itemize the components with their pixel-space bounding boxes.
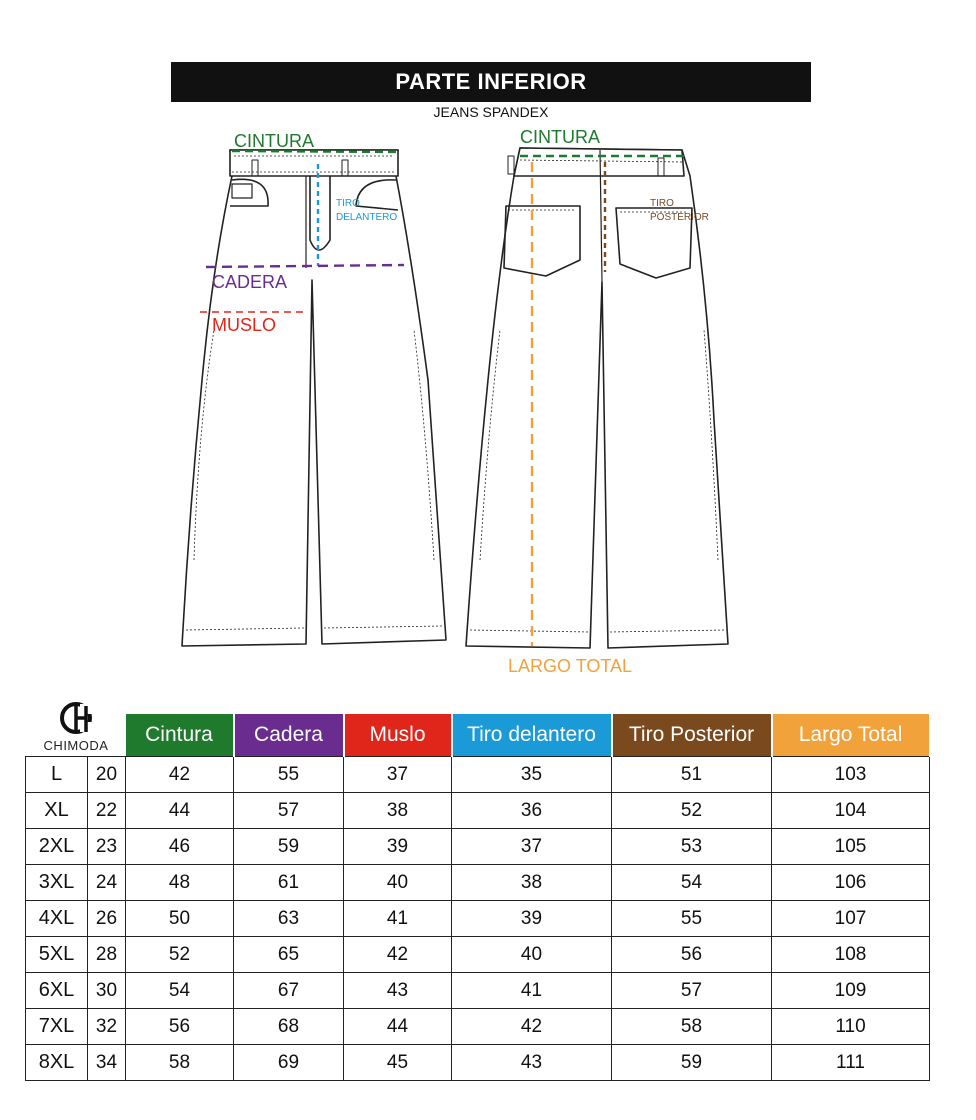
- size-cell: 3XL: [26, 865, 88, 901]
- value-cell: 105: [772, 829, 930, 865]
- value-cell: 40: [452, 937, 612, 973]
- value-cell: 104: [772, 793, 930, 829]
- value-cell: 36: [452, 793, 612, 829]
- table-row: [26, 829, 930, 865]
- value-cell: 42: [452, 1009, 612, 1045]
- value-cell: 59: [612, 1045, 772, 1081]
- label-front-tiro-1: TIRO: [336, 198, 360, 209]
- value-cell: 53: [612, 829, 772, 865]
- value-cell: 103: [772, 757, 930, 793]
- table-row: [26, 973, 930, 1009]
- label-back-tiro-1: TIRO: [650, 198, 674, 209]
- header-muslo: Muslo: [344, 714, 452, 757]
- value-cell: 50: [126, 901, 234, 937]
- number-cell: 26: [88, 901, 126, 937]
- value-cell: 54: [126, 973, 234, 1009]
- value-cell: 52: [612, 793, 772, 829]
- value-cell: 63: [234, 901, 344, 937]
- value-cell: 43: [344, 973, 452, 1009]
- value-cell: 44: [126, 793, 234, 829]
- value-cell: 37: [452, 829, 612, 865]
- value-cell: 38: [452, 865, 612, 901]
- value-cell: 46: [126, 829, 234, 865]
- table-header-row: [26, 714, 930, 757]
- number-cell: 34: [88, 1045, 126, 1081]
- value-cell: 56: [612, 937, 772, 973]
- table-row: [26, 937, 930, 973]
- size-cell: XL: [26, 793, 88, 829]
- header-largo-total: Largo Total: [772, 714, 930, 757]
- number-cell: 22: [88, 793, 126, 829]
- front-view-drawing: [182, 150, 446, 646]
- size-cell: 7XL: [26, 1009, 88, 1045]
- value-cell: 35: [452, 757, 612, 793]
- value-cell: 41: [344, 901, 452, 937]
- header-blank-size: [26, 714, 88, 757]
- value-cell: 108: [772, 937, 930, 973]
- value-cell: 65: [234, 937, 344, 973]
- value-cell: 57: [234, 793, 344, 829]
- table-row: [26, 901, 930, 937]
- header-cintura: Cintura: [126, 714, 234, 757]
- table-row: [26, 1009, 930, 1045]
- value-cell: 40: [344, 865, 452, 901]
- size-table: [25, 714, 931, 1081]
- size-cell: 8XL: [26, 1045, 88, 1081]
- value-cell: 58: [126, 1045, 234, 1081]
- value-cell: 68: [234, 1009, 344, 1045]
- number-cell: 32: [88, 1009, 126, 1045]
- value-cell: 42: [344, 937, 452, 973]
- label-back-tiro-2: POSTERIOR: [650, 212, 709, 223]
- header-tiro-posterior: Tiro Posterior: [612, 714, 772, 757]
- table-row: [26, 865, 930, 901]
- page-title: PARTE INFERIOR: [171, 62, 811, 102]
- value-cell: 39: [452, 901, 612, 937]
- size-cell: 2XL: [26, 829, 88, 865]
- label-front-cadera: CADERA: [212, 272, 288, 292]
- value-cell: 59: [234, 829, 344, 865]
- size-cell: 5XL: [26, 937, 88, 973]
- value-cell: 42: [126, 757, 234, 793]
- size-cell: L: [26, 757, 88, 793]
- value-cell: 45: [344, 1045, 452, 1081]
- value-cell: 110: [772, 1009, 930, 1045]
- label-front-cintura: CINTURA: [234, 131, 314, 151]
- value-cell: 41: [452, 973, 612, 1009]
- size-cell: 6XL: [26, 973, 88, 1009]
- number-cell: 24: [88, 865, 126, 901]
- value-cell: 43: [452, 1045, 612, 1081]
- label-front-muslo: MUSLO: [212, 315, 277, 335]
- value-cell: 52: [126, 937, 234, 973]
- value-cell: 109: [772, 973, 930, 1009]
- header-tiro-delantero: Tiro delantero: [452, 714, 612, 757]
- number-cell: 30: [88, 973, 126, 1009]
- header-cadera: Cadera: [234, 714, 344, 757]
- table-row: [26, 793, 930, 829]
- table-row: [26, 757, 930, 793]
- value-cell: 107: [772, 901, 930, 937]
- back-view-drawing: [466, 148, 728, 648]
- value-cell: 54: [612, 865, 772, 901]
- number-cell: 20: [88, 757, 126, 793]
- value-cell: 67: [234, 973, 344, 1009]
- value-cell: 38: [344, 793, 452, 829]
- value-cell: 37: [344, 757, 452, 793]
- header-blank-num: [88, 714, 126, 757]
- value-cell: 56: [126, 1009, 234, 1045]
- value-cell: 39: [344, 829, 452, 865]
- size-cell: 4XL: [26, 901, 88, 937]
- value-cell: 51: [612, 757, 772, 793]
- label-back-cintura: CINTURA: [520, 127, 600, 147]
- number-cell: 28: [88, 937, 126, 973]
- value-cell: 61: [234, 865, 344, 901]
- value-cell: 106: [772, 865, 930, 901]
- value-cell: 57: [612, 973, 772, 1009]
- value-cell: 55: [612, 901, 772, 937]
- brand-logo-text: CHIMODA: [43, 738, 109, 753]
- value-cell: 69: [234, 1045, 344, 1081]
- value-cell: 44: [344, 1009, 452, 1045]
- number-cell: 23: [88, 829, 126, 865]
- page-subtitle: JEANS SPANDEX: [433, 104, 549, 120]
- label-front-tiro-2: DELANTERO: [336, 212, 398, 223]
- value-cell: 48: [126, 865, 234, 901]
- value-cell: 58: [612, 1009, 772, 1045]
- value-cell: 111: [772, 1045, 930, 1081]
- table-row: [26, 1045, 930, 1081]
- value-cell: 55: [234, 757, 344, 793]
- label-back-largo: LARGO TOTAL: [508, 656, 633, 676]
